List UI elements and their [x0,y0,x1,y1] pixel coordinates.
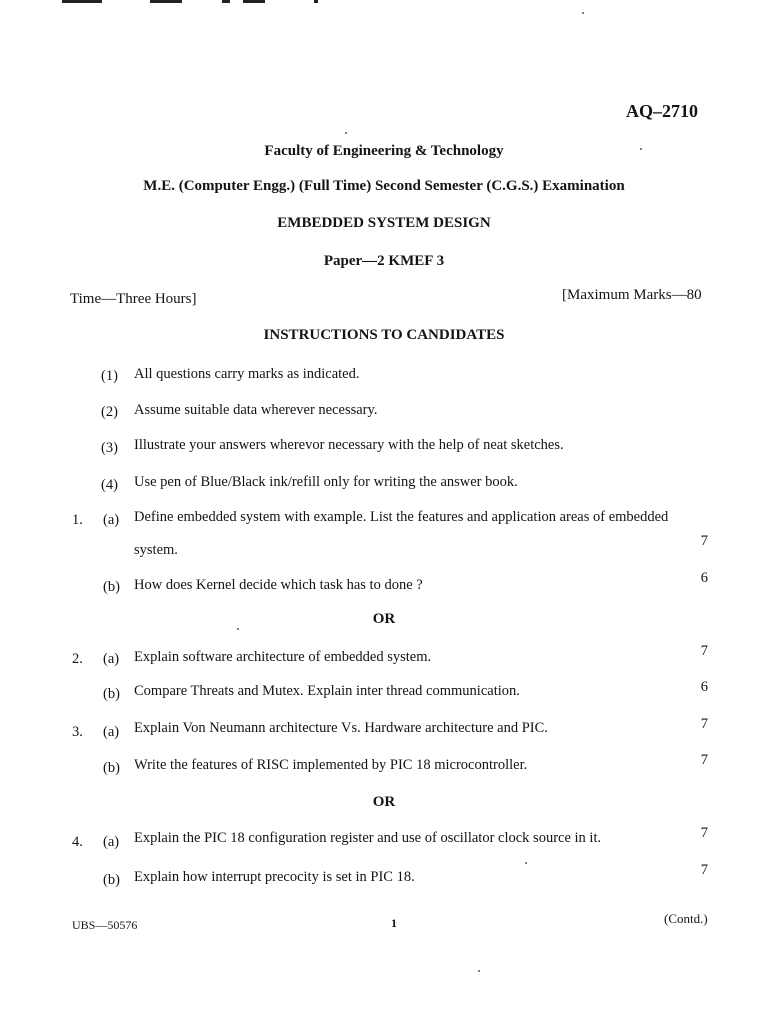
question-number: 1. [72,512,83,528]
scan-speck [478,970,480,972]
question-marks: 7 [700,862,708,878]
max-marks-label: [Maximum Marks—80 [562,287,702,303]
part-label: (a) [103,724,120,740]
scan-artifact [314,0,318,3]
question-marks: 6 [700,679,708,695]
instruction-number: (1) [101,368,118,384]
instruction-text: Assume suitable data wherever necessary. [134,402,378,418]
question-text: Explain how interrupt precocity is set in PIC 18. [134,869,415,885]
instruction-number: (4) [101,477,118,493]
exam-title: M.E. (Computer Engg.) (Full Time) Second Semester (C.G.S.) Examination [143,178,625,194]
scan-speck [525,862,527,864]
instruction-text: Use pen of Blue/Black ink/refill only for writing the answer book. [134,474,518,490]
scan-speck [345,132,347,134]
question-text: Define embedded system with example. List the features and application areas of embedded [134,509,669,525]
scan-artifact [150,0,182,3]
scan-artifact [62,0,102,3]
question-number: 3. [72,724,83,740]
question-marks: 7 [700,752,708,768]
instruction-text: All questions carry marks as indicated. [134,366,360,382]
question-text: Explain the PIC 18 configuration register and use of oscillator clock source in it. [134,830,602,846]
footer-code: UBS—50576 [72,918,138,932]
subject-title: EMBEDDED SYSTEM DESIGN [277,215,491,231]
or-separator: OR [372,611,396,627]
instructions-heading: INSTRUCTIONS TO CANDIDATES [263,327,505,343]
part-label: (b) [103,872,120,888]
question-text-continued: system. [134,542,178,558]
question-marks: 7 [700,716,708,732]
part-label: (b) [103,686,120,702]
part-label: (a) [103,834,120,850]
scan-artifact [243,0,265,3]
part-label: (b) [103,760,120,776]
question-text: Explain software architecture of embedded system. [134,649,432,665]
paper-title: Paper—2 KMEF 3 [323,253,445,269]
question-text: Explain Von Neumann architecture Vs. Hardware architecture and PIC. [134,720,548,736]
part-label: (b) [103,579,120,595]
scan-artifact [222,0,230,3]
page-number: 1 [391,916,397,930]
question-text: Write the features of RISC implemented by PIC 18 microcontroller. [134,757,528,773]
instruction-number: (3) [101,440,118,456]
question-text: Compare Threats and Mutex. Explain inter thread communication. [134,683,520,699]
or-separator: OR [372,794,396,810]
continued-label: (Contd.) [664,911,708,926]
part-label: (a) [103,512,120,528]
paper-code: AQ–2710 [626,101,698,121]
scan-speck [582,12,584,14]
question-marks: 6 [700,570,708,586]
question-marks: 7 [700,643,708,659]
question-number: 4. [72,834,83,850]
part-label: (a) [103,651,120,667]
question-number: 2. [72,651,83,667]
question-text: How does Kernel decide which task has to done ? [134,577,423,593]
question-marks: 7 [700,533,708,549]
scan-speck [237,628,239,630]
question-marks: 7 [700,825,708,841]
instruction-text: Illustrate your answers wherevor necessary with the help of neat sketches. [134,437,564,453]
faculty-title: Faculty of Engineering & Technology [264,143,504,159]
time-label: Time—Three Hours] [70,291,197,307]
instruction-number: (2) [101,404,118,420]
